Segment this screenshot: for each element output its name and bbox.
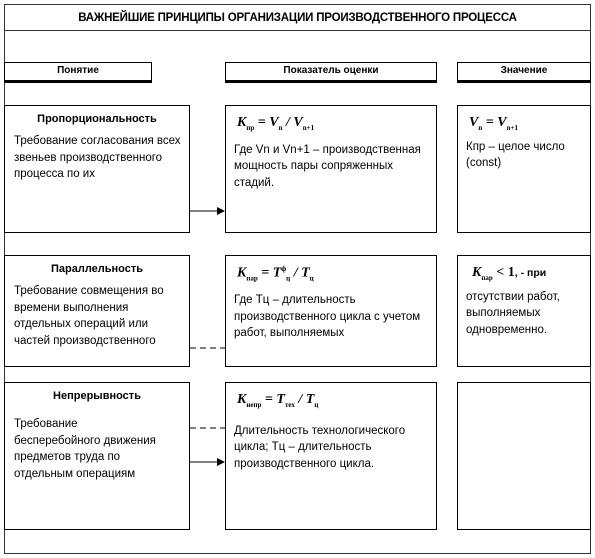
concept-title: Пропорциональность bbox=[37, 113, 157, 125]
diagram-title: ВАЖНЕЙШИЕ ПРИНЦИПЫ ОРГАНИЗАЦИИ ПРОИЗВОДСТВЕННОГО ПРОЦЕССА bbox=[4, 4, 591, 31]
header-concept: Понятие bbox=[4, 62, 152, 83]
concept-description: Требование совмещения во времени выполнения отдельных операций или частей производственного bbox=[14, 285, 164, 347]
indicator-formula: $K_{пар} = T^ф_ц / T_ц$ bbox=[237, 265, 314, 283]
header-indicator: Показатель оценки bbox=[225, 62, 437, 83]
concept-description: Требование согласования всех звеньев производственного процесса по их bbox=[14, 135, 181, 180]
concept-title: Параллельность bbox=[50, 263, 144, 275]
value-text: отсутствии работ, выполняемых одновременно. bbox=[466, 290, 560, 336]
header-value: Значение bbox=[457, 62, 591, 83]
value-formula: $K_{пар} < 1$, - при bbox=[472, 265, 547, 282]
value-text: Кпр – целое число (const) bbox=[466, 140, 565, 170]
concept-title: Непрерывность bbox=[53, 390, 141, 402]
indicator-text: Где Тц – длительность производственного цикла с учетом работ, выполняемых bbox=[234, 294, 421, 340]
indicator-formula: $K_{пр} = V_n / V_{n+1}$ bbox=[237, 115, 315, 132]
indicator-text: Длительность технологического цикла; Тц – длительность производственного цикла. bbox=[234, 424, 406, 470]
value-formula: $V_n = V_{n+1}$ bbox=[469, 115, 518, 132]
indicator-formula: $K_{непр} = T_{тех} / T_ц$ bbox=[237, 392, 319, 409]
concept-description: Требование бесперебойного движения предметов труда по отдельным операциям bbox=[14, 418, 156, 480]
indicator-text: Где Vn и Vn+1 – производственная мощность пары сопряженных стадий. bbox=[234, 143, 421, 189]
